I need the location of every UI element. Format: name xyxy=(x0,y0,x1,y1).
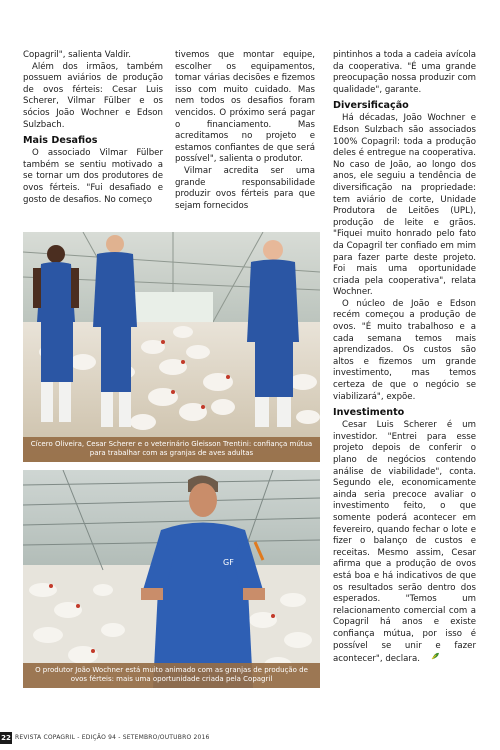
paragraph: O núcleo de João e Edson recém começou a produção de ovos. "É muito trabalhoso e a cada semana temos mais aprendizados. Os custos são altos e fizemos um grande investimento, mas temos certeza de que o negócio se viabilizará", expõe. xyxy=(333,298,476,402)
section-heading-diversificacao: Diversificação xyxy=(333,100,409,112)
section-heading-mais-desafios: Mais Desafios xyxy=(23,135,98,147)
photo-caption: O produtor João Wochner está muito animado com as granjas de produção de ovos férteis: mais uma oportunidade criada pela Copagril xyxy=(23,663,320,688)
paragraph: Além dos irmãos, também possuem aviários de produção de ovos férteis: Cesar Luis Scherer, Vilmar Fülber e os sócios João Wochner e Edson Sulzbach. xyxy=(23,61,163,130)
paragraph: O associado Vilmar Fülber também se sentiu motivado a se tornar um dos produtores de ovos férteis. "Fui desafiado e gosto de desafios. No começo xyxy=(23,148,163,205)
paragraph xyxy=(333,420,476,665)
photo-producer-joao-wochner xyxy=(23,470,320,688)
photo-caption: Cícero Oliveira, Cesar Scherer e o veterinário Gleisson Trentini: confiança mútua para trabalhar com as granjas de aves adultas xyxy=(23,437,320,462)
photo-illustration xyxy=(23,470,320,688)
paragraph: pintinhos a toda a cadeia avícola da cooperativa. "É uma grande preocupação nossa produzir com qualidade", garante. xyxy=(333,50,476,95)
text-column-1 xyxy=(23,50,163,206)
paragraph: tivemos que montar equipe, escolher os equipamentos, tomar várias decisões e fizemos isso com muito cuidado. Mas nem todos os desafios foram vencidos. O próximo será pagar o financiamento. Mas acreditamos no projeto e estamos confiantes de que será possível", salienta o produtor. xyxy=(175,50,315,165)
paragraph: Copagril", salienta Valdir. xyxy=(23,50,131,60)
text-column-3 xyxy=(333,50,476,665)
photo-illustration xyxy=(23,232,320,462)
paragraph-text: Cesar Luis Scherer é um investidor. "Entrei para esse projeto depois de conferir o plano de negócios contendo análise de viabilidade", conta. Segundo ele, economicamente ainda seria precoce avaliar o investimento feito, o que somente poderá acontecer em fevereiro, quando fechar o lote e fizer o balanço de custos e receitas. Mesmo assim, Cesar afirma que a produção de ovos está boa e há indicativos de que os resultados serão dentro dos esperados. "Temos um relacionamento comercial com a Copagril há anos e existe confiança mútua, por isso é possível se unir e fazer acontecer", declara. xyxy=(333,420,476,664)
page-footer xyxy=(0,732,500,744)
shirt-label: GF xyxy=(223,558,234,567)
paragraph: Há décadas, João Wochner e Edson Sulzbach são associados 100% Copagril: toda a produção deles é entregue na cooperativa. No caso de João, ao longo dos anos, ele seguiu a tendência de diversificação na propriedade: tem aviário de corte, Unidade Produtora de Leitões (UPL), produção de leite e grãos. "Fiquei muito honrado pelo fato da Copagril ter confiado em mim para fazer parte deste projeto. Foi mais uma oportunidade criada pela cooperativa", relata Wochner. xyxy=(333,113,476,298)
text-column-2 xyxy=(175,50,315,212)
photo-poultry-house-three-men xyxy=(23,232,320,462)
section-heading-investimento: Investimento xyxy=(333,407,405,419)
copagril-leaf-icon xyxy=(422,652,440,665)
publication-info: REVISTA COPAGRIL - EDIÇÃO 94 - SETEMBRO/OUTUBRO 2016 xyxy=(15,734,210,741)
page-number: 22 xyxy=(1,734,11,742)
paragraph: Vilmar acredita ser uma grande responsabilidade produzir ovos férteis para que sejam fornecidos xyxy=(175,165,315,211)
